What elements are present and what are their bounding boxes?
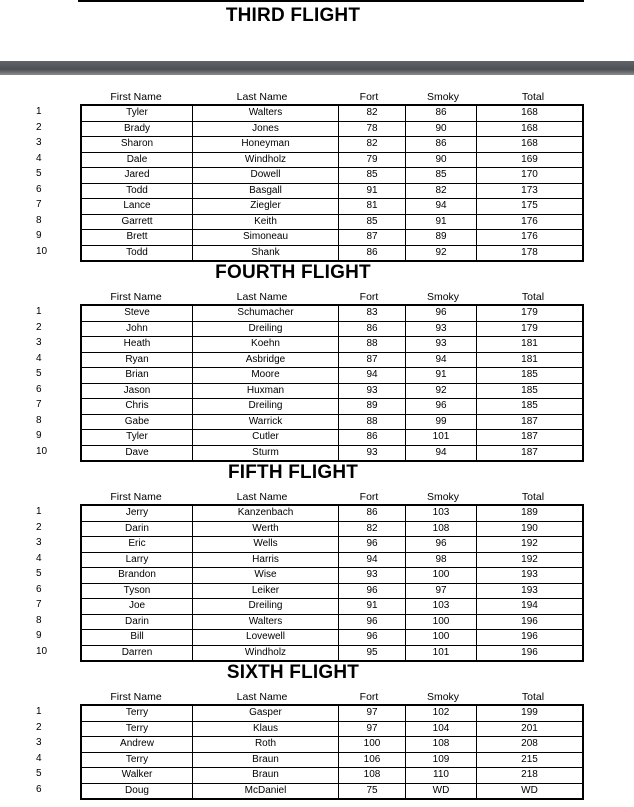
last-name-cell: Werth [193, 521, 339, 537]
total-score-cell: 170 [477, 168, 584, 184]
smoky-score-cell: 97 [406, 583, 477, 599]
last-name-cell: McDaniel [193, 783, 339, 799]
total-score-cell: 187 [477, 445, 584, 461]
table-row [81, 305, 583, 321]
last-name-cell: Windholz [193, 645, 339, 661]
column-header-smoky-score: Smoky [426, 491, 460, 503]
rank-number: 5 [36, 568, 42, 579]
first-name-cell: Terry [81, 721, 193, 737]
fort-score-cell: 78 [339, 121, 406, 137]
rank-number: 2 [36, 321, 42, 333]
smoky-score-cell: 98 [406, 552, 477, 568]
smoky-score-cell: 100 [406, 614, 477, 630]
smoky-score-cell: 101 [406, 645, 477, 661]
total-score-cell: 181 [477, 337, 584, 353]
rank-number: 3 [36, 337, 42, 348]
first-name-cell: Todd [81, 245, 193, 261]
total-score-cell: 178 [477, 245, 584, 261]
first-name-cell: Darin [81, 614, 193, 630]
smoky-score-cell: 104 [406, 721, 477, 737]
fort-score-cell: 106 [339, 752, 406, 768]
total-score-cell: 196 [477, 630, 584, 646]
last-name-cell: Honeyman [193, 137, 339, 153]
total-score-cell: WD [477, 783, 584, 799]
smoky-score-cell: 99 [406, 414, 477, 430]
last-name-cell: Basgall [193, 183, 339, 199]
fort-score-cell: 94 [339, 552, 406, 568]
total-score-cell: 168 [477, 105, 584, 121]
fort-score-cell: 86 [339, 245, 406, 261]
table-row [81, 230, 583, 246]
column-header-total-score: Total [521, 291, 545, 303]
results-table [80, 304, 584, 462]
first-name-cell: Brady [81, 121, 193, 137]
total-score-cell: 215 [477, 752, 584, 768]
column-header-fort-score: Fort [359, 291, 379, 303]
smoky-score-cell: 103 [406, 505, 477, 521]
last-name-cell: Wells [193, 537, 339, 553]
fort-score-cell: 83 [339, 305, 406, 321]
fort-score-cell: 97 [339, 705, 406, 721]
fort-score-cell: 81 [339, 199, 406, 215]
column-headers [0, 290, 634, 304]
table-row [81, 337, 583, 353]
rank-number: 5 [36, 368, 42, 379]
rank-number: 8 [36, 614, 42, 626]
first-name-cell: Heath [81, 337, 193, 353]
first-name-cell: Brandon [81, 568, 193, 584]
table-row [81, 321, 583, 337]
first-name-cell: Sharon [81, 137, 193, 153]
smoky-score-cell: 90 [406, 121, 477, 137]
total-score-cell: 192 [477, 537, 584, 553]
last-name-cell: Leiker [193, 583, 339, 599]
last-name-cell: Huxman [193, 383, 339, 399]
last-name-cell: Wise [193, 568, 339, 584]
fort-score-cell: 108 [339, 768, 406, 784]
first-name-cell: Walker [81, 768, 193, 784]
fort-score-cell: 87 [339, 352, 406, 368]
first-name-cell: Eric [81, 537, 193, 553]
first-name-cell: Bill [81, 630, 193, 646]
table-row [81, 214, 583, 230]
last-name-cell: Dreiling [193, 399, 339, 415]
last-name-cell: Sturm [193, 445, 339, 461]
rank-number: 9 [36, 630, 42, 641]
column-header-last-name: Last Name [236, 291, 288, 303]
smoky-score-cell: 96 [406, 537, 477, 553]
smoky-score-cell: 100 [406, 630, 477, 646]
last-name-cell: Braun [193, 752, 339, 768]
flight-title: SIXTH FLIGHT [226, 662, 360, 683]
table-row [81, 552, 583, 568]
last-name-cell: Shank [193, 245, 339, 261]
column-header-smoky-score: Smoky [426, 691, 460, 703]
table-row [81, 768, 583, 784]
rank-number: 8 [36, 414, 42, 426]
total-score-cell: 196 [477, 645, 584, 661]
rank-number: 7 [36, 199, 42, 210]
column-headers [0, 690, 634, 704]
fort-score-cell: 93 [339, 383, 406, 399]
rank-number: 10 [36, 645, 48, 657]
last-name-cell: Roth [193, 737, 339, 753]
column-header-fort-score: Fort [359, 91, 379, 103]
rank-number: 9 [36, 430, 42, 441]
fort-score-cell: 96 [339, 583, 406, 599]
rank-number: 7 [36, 399, 42, 410]
last-name-cell: Ziegler [193, 199, 339, 215]
smoky-score-cell: 103 [406, 599, 477, 615]
total-score-cell: 185 [477, 383, 584, 399]
total-score-cell: 169 [477, 152, 584, 168]
rank-number: 6 [36, 183, 42, 195]
last-name-cell: Harris [193, 552, 339, 568]
first-name-cell: Dave [81, 445, 193, 461]
fort-score-cell: 91 [339, 599, 406, 615]
top-rule [78, 0, 584, 2]
fort-score-cell: 86 [339, 321, 406, 337]
fort-score-cell: 87 [339, 230, 406, 246]
column-header-first-name: First Name [110, 491, 162, 503]
smoky-score-cell: 89 [406, 230, 477, 246]
rank-number: 2 [36, 521, 42, 533]
table-row [81, 630, 583, 646]
table-row [81, 752, 583, 768]
fort-score-cell: 89 [339, 399, 406, 415]
column-headers [0, 490, 634, 504]
column-header-fort-score: Fort [359, 691, 379, 703]
rank-number: 6 [36, 783, 42, 795]
rank-number: 6 [36, 383, 42, 395]
fort-score-cell: 93 [339, 568, 406, 584]
rank-number: 4 [36, 352, 42, 364]
last-name-cell: Moore [193, 368, 339, 384]
column-header-first-name: First Name [110, 91, 162, 103]
table-row [81, 599, 583, 615]
table-row [81, 430, 583, 446]
last-name-cell: Dreiling [193, 321, 339, 337]
smoky-score-cell: 96 [406, 399, 477, 415]
total-score-cell: 185 [477, 368, 584, 384]
first-name-cell: Garrett [81, 214, 193, 230]
last-name-cell: Warrick [193, 414, 339, 430]
last-name-cell: Klaus [193, 721, 339, 737]
total-score-cell: 176 [477, 214, 584, 230]
table-row [81, 783, 583, 799]
last-name-cell: Kanzenbach [193, 505, 339, 521]
rank-column [0, 504, 60, 659]
total-score-cell: 168 [477, 137, 584, 153]
flight-title: FOURTH FLIGHT [215, 262, 371, 283]
table-row [81, 645, 583, 661]
table-row [81, 152, 583, 168]
rank-number: 1 [36, 706, 42, 717]
fort-score-cell: 79 [339, 152, 406, 168]
last-name-cell: Schumacher [193, 305, 339, 321]
first-name-cell: Tyler [81, 105, 193, 121]
total-score-cell: 194 [477, 599, 584, 615]
fort-score-cell: 88 [339, 337, 406, 353]
total-score-cell: 218 [477, 768, 584, 784]
last-name-cell: Windholz [193, 152, 339, 168]
column-header-total-score: Total [521, 91, 545, 103]
last-name-cell: Braun [193, 768, 339, 784]
smoky-score-cell: 86 [406, 137, 477, 153]
rank-number: 10 [36, 245, 48, 257]
smoky-score-cell: 108 [406, 521, 477, 537]
smoky-score-cell: 96 [406, 305, 477, 321]
smoky-score-cell: 94 [406, 199, 477, 215]
total-score-cell: 208 [477, 737, 584, 753]
smoky-score-cell: 93 [406, 321, 477, 337]
total-score-cell: 175 [477, 199, 584, 215]
total-score-cell: 199 [477, 705, 584, 721]
rank-number: 3 [36, 137, 42, 148]
table-row [81, 368, 583, 384]
total-score-cell: 193 [477, 568, 584, 584]
fort-score-cell: 95 [339, 645, 406, 661]
total-score-cell: 192 [477, 552, 584, 568]
total-score-cell: 173 [477, 183, 584, 199]
last-name-cell: Lovewell [193, 630, 339, 646]
last-name-cell: Cutler [193, 430, 339, 446]
fort-score-cell: 93 [339, 445, 406, 461]
first-name-cell: Brian [81, 368, 193, 384]
page-separator [0, 61, 634, 75]
column-header-total-score: Total [521, 691, 545, 703]
table-row [81, 352, 583, 368]
first-name-cell: Andrew [81, 737, 193, 753]
table-row [81, 245, 583, 261]
fort-score-cell: 88 [339, 414, 406, 430]
table-row [81, 705, 583, 721]
smoky-score-cell: 109 [406, 752, 477, 768]
first-name-cell: Jason [81, 383, 193, 399]
column-header-first-name: First Name [110, 291, 162, 303]
table-row [81, 568, 583, 584]
last-name-cell: Keith [193, 214, 339, 230]
rank-number: 4 [36, 752, 42, 764]
rank-number: 6 [36, 583, 42, 595]
first-name-cell: Tyler [81, 430, 193, 446]
rank-number: 8 [36, 214, 42, 226]
rank-number: 4 [36, 152, 42, 164]
rank-number: 3 [36, 537, 42, 548]
first-name-cell: Darin [81, 521, 193, 537]
fort-score-cell: 85 [339, 168, 406, 184]
results-table [80, 104, 584, 262]
fort-score-cell: 100 [339, 737, 406, 753]
total-score-cell: 168 [477, 121, 584, 137]
rank-number: 9 [36, 230, 42, 241]
last-name-cell: Walters [193, 614, 339, 630]
fort-score-cell: 97 [339, 721, 406, 737]
total-score-cell: 179 [477, 305, 584, 321]
total-score-cell: 193 [477, 583, 584, 599]
last-name-cell: Dreiling [193, 599, 339, 615]
fort-score-cell: 86 [339, 505, 406, 521]
table-row [81, 105, 583, 121]
column-header-last-name: Last Name [236, 691, 288, 703]
first-name-cell: Terry [81, 705, 193, 721]
rank-column [0, 704, 60, 797]
results-table [80, 504, 584, 662]
rank-number: 10 [36, 445, 48, 457]
first-name-cell: Chris [81, 399, 193, 415]
last-name-cell: Dowell [193, 168, 339, 184]
rank-number: 1 [36, 106, 42, 117]
table-row [81, 414, 583, 430]
total-score-cell: 201 [477, 721, 584, 737]
rank-number: 5 [36, 168, 42, 179]
first-name-cell: Tyson [81, 583, 193, 599]
last-name-cell: Asbridge [193, 352, 339, 368]
smoky-score-cell: 92 [406, 383, 477, 399]
first-name-cell: John [81, 321, 193, 337]
rank-number: 2 [36, 121, 42, 133]
total-score-cell: 187 [477, 430, 584, 446]
last-name-cell: Simoneau [193, 230, 339, 246]
rank-number: 4 [36, 552, 42, 564]
first-name-cell: Doug [81, 783, 193, 799]
column-header-fort-score: Fort [359, 491, 379, 503]
table-row [81, 614, 583, 630]
rank-number: 7 [36, 599, 42, 610]
total-score-cell: 187 [477, 414, 584, 430]
fort-score-cell: 86 [339, 430, 406, 446]
first-name-cell: Darren [81, 645, 193, 661]
table-row [81, 521, 583, 537]
table-row [81, 137, 583, 153]
fort-score-cell: 82 [339, 105, 406, 121]
rank-number: 2 [36, 721, 42, 733]
first-name-cell: Jared [81, 168, 193, 184]
total-score-cell: 181 [477, 352, 584, 368]
smoky-score-cell: 100 [406, 568, 477, 584]
rank-number: 1 [36, 506, 42, 517]
flight-title: FIFTH FLIGHT [227, 462, 359, 483]
first-name-cell: Todd [81, 183, 193, 199]
first-name-cell: Dale [81, 152, 193, 168]
table-row [81, 537, 583, 553]
rank-column [0, 304, 60, 459]
table-row [81, 399, 583, 415]
first-name-cell: Jerry [81, 505, 193, 521]
smoky-score-cell: 86 [406, 105, 477, 121]
smoky-score-cell: 92 [406, 245, 477, 261]
first-name-cell: Lance [81, 199, 193, 215]
column-header-first-name: First Name [110, 691, 162, 703]
first-name-cell: Joe [81, 599, 193, 615]
table-row [81, 121, 583, 137]
smoky-score-cell: 90 [406, 152, 477, 168]
smoky-score-cell: 85 [406, 168, 477, 184]
table-row [81, 505, 583, 521]
last-name-cell: Gasper [193, 705, 339, 721]
rank-column [0, 104, 60, 259]
first-name-cell: Larry [81, 552, 193, 568]
rank-number: 5 [36, 768, 42, 779]
table-row [81, 183, 583, 199]
column-headers [0, 90, 634, 104]
table-row [81, 445, 583, 461]
smoky-score-cell: 94 [406, 445, 477, 461]
fort-score-cell: 94 [339, 368, 406, 384]
smoky-score-cell: 91 [406, 368, 477, 384]
smoky-score-cell: 94 [406, 352, 477, 368]
first-name-cell: Terry [81, 752, 193, 768]
column-header-smoky-score: Smoky [426, 91, 460, 103]
table-row [81, 737, 583, 753]
first-name-cell: Ryan [81, 352, 193, 368]
fort-score-cell: 82 [339, 521, 406, 537]
smoky-score-cell: 108 [406, 737, 477, 753]
total-score-cell: 189 [477, 505, 584, 521]
total-score-cell: 196 [477, 614, 584, 630]
rank-number: 1 [36, 306, 42, 317]
smoky-score-cell: WD [406, 783, 477, 799]
last-name-cell: Walters [193, 105, 339, 121]
first-name-cell: Brett [81, 230, 193, 246]
smoky-score-cell: 82 [406, 183, 477, 199]
first-name-cell: Steve [81, 305, 193, 321]
total-score-cell: 176 [477, 230, 584, 246]
table-row [81, 583, 583, 599]
smoky-score-cell: 101 [406, 430, 477, 446]
column-header-smoky-score: Smoky [426, 291, 460, 303]
last-name-cell: Jones [193, 121, 339, 137]
column-header-last-name: Last Name [236, 91, 288, 103]
smoky-score-cell: 91 [406, 214, 477, 230]
fort-score-cell: 96 [339, 537, 406, 553]
fort-score-cell: 91 [339, 183, 406, 199]
table-row [81, 721, 583, 737]
fort-score-cell: 96 [339, 614, 406, 630]
fort-score-cell: 75 [339, 783, 406, 799]
total-score-cell: 179 [477, 321, 584, 337]
table-row [81, 383, 583, 399]
rank-number: 3 [36, 737, 42, 748]
fort-score-cell: 85 [339, 214, 406, 230]
table-row [81, 168, 583, 184]
results-table [80, 704, 584, 800]
flight-title: THIRD FLIGHT [225, 5, 361, 26]
column-header-last-name: Last Name [236, 491, 288, 503]
fort-score-cell: 96 [339, 630, 406, 646]
fort-score-cell: 82 [339, 137, 406, 153]
smoky-score-cell: 110 [406, 768, 477, 784]
column-header-total-score: Total [521, 491, 545, 503]
table-row [81, 199, 583, 215]
smoky-score-cell: 102 [406, 705, 477, 721]
total-score-cell: 190 [477, 521, 584, 537]
total-score-cell: 185 [477, 399, 584, 415]
first-name-cell: Gabe [81, 414, 193, 430]
last-name-cell: Koehn [193, 337, 339, 353]
smoky-score-cell: 93 [406, 337, 477, 353]
